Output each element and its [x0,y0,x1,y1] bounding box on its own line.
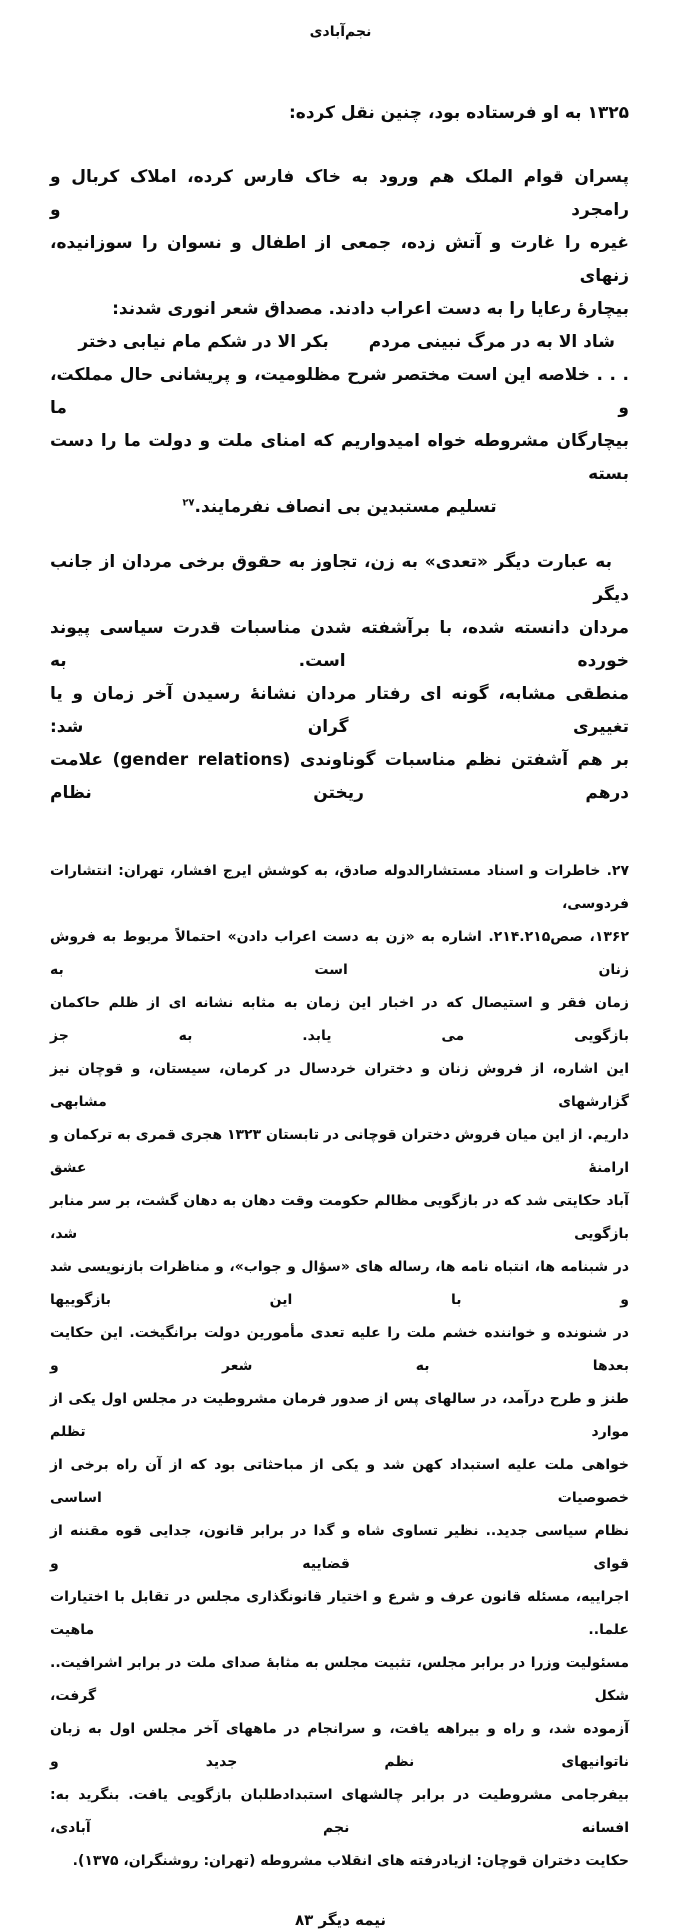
book-page [0,24,681,1929]
footnote-line: این اشاره، از فروش زنان و دختران خردسال در کرمان، سیستان، و قوچان نیز گزارشهای مشابهی [50,1061,629,1110]
quote-lines-before-poem [50,161,629,326]
footnote-line: داریم. از این میان فروش دختران قوچانی در تابستان ۱۳۲۳ هجری قمری به ترکمان و ارامنهٔ عشق [50,1127,629,1176]
quote-line: بیچارهٔ رعایا را به دست اعراب دادند. مصداق شعر انوری شدند: [112,299,629,319]
poem-line [50,326,629,359]
paragraph-line: مردان دانسته شده، با برآشفته شدن مناسبات قدرت سیاسی پیوند خورده است. به [50,618,629,671]
footnote-reference-marker: ۲۷ [182,497,195,509]
footnote-line: طنز و طرح درآمد، در سالهای پس از صدور فرمان مشروطیت در مجلس اول یکی از موارد تظلم [50,1391,629,1440]
quote-line: . . . خلاصه این است مختصر شرح مظلومیت، و پریشانی حال مملکت، و ما [50,365,629,418]
footnote-line: در شنونده و خواننده خشم ملت را علیه تعدی مأمورین دولت برانگیخت. این حکایت بعدها به شعر و [50,1325,629,1374]
footnote-line: در شبنامه ها، انتباه نامه ها، رساله های «سؤال و جواب»، و مناظرات بازنویسی شد و با این بازگوییها [50,1259,629,1308]
quote-line: بیچارگان مشروطه خواه امیدواریم که امنای ملت و دولت ما را دست بسته [50,431,629,484]
poem-hemistich-2: بکر الا در شکم مام نیابی دختر [78,332,329,352]
footnote-line: آباد حکایتی شد که در بازگویی مظالم حکومت وقت دهان به دهان گشت، بر سر منابر بازگویی شد، [50,1193,629,1242]
paragraph-line: منطقی مشابه، گونه ای رفتار مردان نشانهٔ رسیدن آخر زمان و یا تغییری گران شد: [50,684,629,737]
quote-line: پسران قوام الملک هم ورود به خاک فارس کرده، املاک کربال و رامجرد و [50,167,629,220]
footnote-line: ۲۷. خاطرات و اسناد مستشارالدوله صادق، به کوشش ایرج افشار، تهران: انتشارات فردوسی، [50,863,629,912]
quote-closing-text: تسلیم مستبدین بی انصاف نفرمایند. [194,497,497,517]
footnote-line: نظام سیاسی جدید.. نظیر تساوی شاه و گدا در برابر قانون، جدایی قوه مقننه از قوای قضاییه و [50,1523,629,1572]
page-number-footer: نیمه دیگر ۸۳ [294,1911,387,1929]
footnotes-block [50,855,629,1878]
page-content [0,97,681,1878]
paragraph-line: به عبارت دیگر «تعدی» به زن، تجاوز به حقوق برخی مردان از جانب دیگر [50,552,629,605]
block-quote [50,161,629,524]
quote-closing-line [50,491,629,524]
paragraph-line: بر هم آشفتن نظم مناسبات گوناوندی (gender relations) علامت درهم ریختن نظام [50,750,629,803]
footnote-line: مسئولیت وزرا در برابر مجلس، تثبیت مجلس به مثابهٔ صدای ملت در برابر اشرافیت.. شکل گرفت، [50,1655,629,1704]
footnote-line: حکایت دختران قوچان: ازیادرفته های انقلاب مشروطه (تهران: روشنگران، ۱۳۷۵). [72,1853,629,1869]
intro-line: ۱۳۲۵ به او فرستاده بود، چنین نقل کرده: [288,103,629,123]
main-paragraph [50,546,629,810]
running-head: نجم‌آبادی [309,24,372,40]
quote-line: غیره را غارت و آتش زده، جمعی از اطفال و نسوان را سوزانیده، زنهای [50,233,629,286]
footnote-line: ۱۳۶۲، صص۲۱۴.۲۱۵. اشاره به «زن به دست اعراب دادن» احتمالاً مربوط به فروش زنان است به [50,929,629,978]
footnote-line: خواهی ملت علیه استبداد کهن شد و یکی از مباحثاتی بود که از آن راه برخی از خصوصیات اساسی [50,1457,629,1506]
footnote-line: بیفرجامی مشروطیت در برابر چالشهای استبدادطلبان بازگویی یافت. بنگرید به: افسانه نجم آبادی، [50,1787,629,1836]
footnote-line: آزموده شد، و راه و بیراهه یافت، و سرانجام در ماههای آخر مجلس اول به زبان ناتوانیهای نظم جدید و [50,1721,629,1770]
footnote-line: اجراییه، مسئله قانون عرف و شرع و اختیار قانونگذاری مجلس در تقابل با اختیارات علما.. ماهیت [50,1589,629,1638]
quote-lines-after-poem [50,359,629,491]
footnote-line: زمان فقر و استیصال که در اخبار این زمان به مثابه نشانه ای از ظلم حاکمان بازگویی می یابد. به جز [50,995,629,1044]
poem-hemistich-1: شاد الا به در مرگ نبینی مردم [368,332,615,352]
